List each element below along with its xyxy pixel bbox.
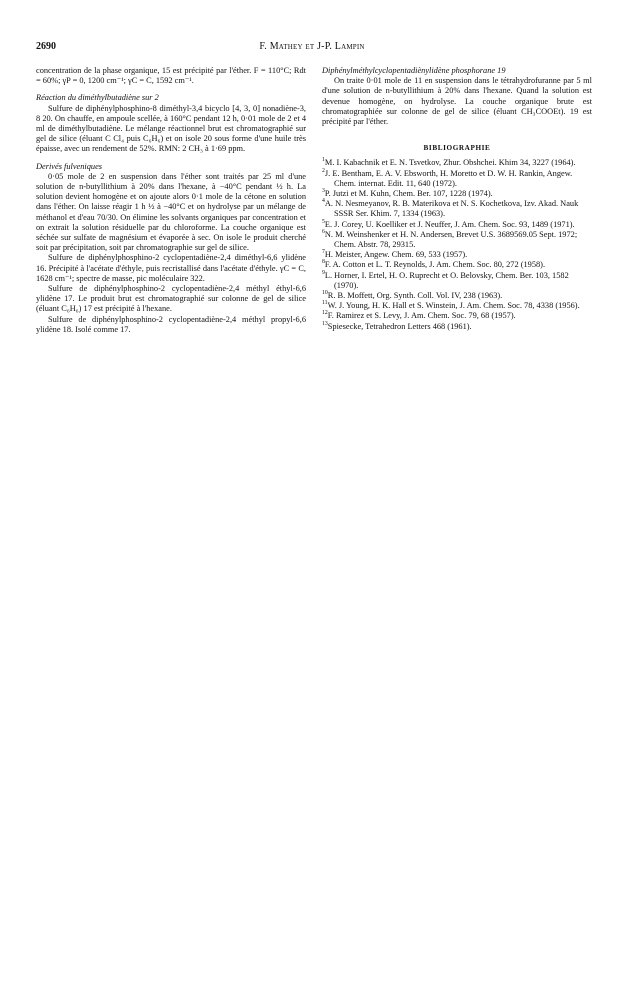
reference-item bbox=[322, 260, 592, 270]
reference-number: 7 bbox=[322, 249, 325, 256]
reference-item bbox=[322, 199, 592, 219]
reference-item bbox=[322, 271, 592, 291]
section-heading-dimethylbutadiene: Réaction du diméthylbutadiène sur 2 bbox=[36, 93, 159, 103]
reference-text: N. M. Weinshenker et H. N. Andersen, Brevet U.S. 3689569.05 Sept. 1972; Chem. Abstr. 78, 29315. bbox=[324, 229, 578, 250]
reference-item bbox=[322, 158, 592, 168]
reference-text: J. E. Bentham, E. A. V. Ebsworth, H. Moretto et D. W. H. Rankin, Angew. Chem. internat. Edit. 11, 640 (1972). bbox=[324, 168, 573, 188]
reference-text: L. Horner, I. Ertel, H. O. Ruprecht et O. Belovsky, Chem. Ber. 103, 1582 (1970). bbox=[324, 270, 569, 290]
reference-number: 9 bbox=[322, 269, 325, 276]
reference-text: F. Ramirez et S. Levy, J. Am. Chem. Soc. 79, 68 (1957). bbox=[327, 311, 516, 321]
reference-item bbox=[322, 311, 592, 321]
reference-number: 11 bbox=[322, 300, 328, 307]
reference-item bbox=[322, 291, 592, 301]
reference-number: 12 bbox=[322, 310, 328, 317]
running-title: F. Mathey et J-P. Lampin bbox=[259, 41, 365, 52]
reference-number: 1 bbox=[322, 157, 325, 164]
reference-text: R. B. Moffett, Org. Synth. Coll. Vol. IV, 238 (1963). bbox=[327, 291, 503, 301]
reference-item bbox=[322, 301, 592, 311]
paragraph: On traite 0·01 mole de 11 en suspension dans le tétrahydrofuranne par 5 ml d'une solution de n-butyllithium à 20% dans l'hexane. Quand la solution est devenue homogène, on hydrolyse. La couche organique brute est chromatographiée sur colonne de gel de silice (éluant CH₃COOEt). 19 est précipité par l'éther. bbox=[322, 76, 592, 127]
reference-text: M. I. Kabachnik et E. N. Tsvetkov, Zhur. Obshchei. Khim 34, 3227 (1964). bbox=[324, 158, 576, 168]
reference-item bbox=[322, 250, 592, 260]
reference-text: H. Meister, Angew. Chem. 69, 533 (1957). bbox=[324, 250, 468, 260]
reference-text: W. J. Young, H. K. Hall et S. Winstein, J. Am. Chem. Soc. 78, 4338 (1956). bbox=[327, 301, 580, 311]
paragraph: concentration de la phase organique, 15 est précipité par l'éther. F = 110°C; Rdt = 60%; γP = 0, 1200 cm⁻¹; γC = C, 1592 cm⁻¹. bbox=[36, 66, 306, 86]
left-column bbox=[36, 66, 306, 335]
reference-number: 5 bbox=[322, 218, 325, 225]
reference-text: A. N. Nesmeyanov, R. B. Materikova et N. S. Kochetkova, Izv. Akad. Nauk SSSR Ser. Khim. 7, 1334 (1963). bbox=[324, 199, 579, 219]
paragraph: Sulfure de diphénylphosphino-2 cyclopentadiène-2,4 méthyl propyl-6,6 ylidène 18. Isolé comme 17. bbox=[36, 314, 306, 334]
paragraph: Sulfure de diphénylphosphino-2 cyclopentadiène-2,4 diméthyl-6,6 ylidène 16. Précipité à l'acétate d'éthyle, puis recristallisé dans l'acétate d'éthyle. γC = C, 1628 cm⁻¹; spectre de masse, pic moléculaire 322. bbox=[36, 253, 306, 283]
reference-list bbox=[322, 158, 592, 331]
section-heading-phosphorane: Diphénylméthylcyclopentadiènylidène phosphorane 19 bbox=[322, 66, 506, 75]
page-header bbox=[36, 40, 588, 54]
reference-text: P. Jutzi et M. Kuhn, Chem. Ber. 107, 1228 (1974). bbox=[324, 189, 493, 199]
bibliography-heading: BIBLIOGRAPHIE bbox=[423, 144, 491, 153]
reference-number: 8 bbox=[322, 259, 325, 266]
reference-number: 4 bbox=[322, 198, 325, 205]
reference-item bbox=[322, 169, 592, 189]
paragraph: Sulfure de diphénylphosphino-2 cyclopentadiène-2,4 méthyl éthyl-6,6 ylidène 17. Le produit brut est chromatographié sur colonne de gel de silice (éluant C₆H₆) 17 est précipité à l'hexane. bbox=[36, 284, 306, 314]
page-number: 2690 bbox=[36, 41, 56, 52]
reference-text: E. J. Corey, U. Koelliker et J. Neuffer, J. Am. Chem. Soc. 93, 1489 (1971). bbox=[324, 219, 575, 229]
reference-number: 13 bbox=[322, 320, 328, 327]
reference-number: 3 bbox=[322, 188, 325, 195]
reference-number: 2 bbox=[322, 167, 325, 174]
reference-item bbox=[322, 230, 592, 250]
section-heading-fulvene-derivatives: Derivés fulveniques bbox=[36, 161, 103, 171]
reference-item bbox=[322, 220, 592, 230]
reference-text: Spiesecke, Tetrahedron Letters 468 (1961). bbox=[327, 321, 472, 331]
reference-item bbox=[322, 322, 592, 332]
reference-number: 6 bbox=[322, 229, 325, 236]
reference-item bbox=[322, 189, 592, 199]
paragraph: Sulfure de diphénylphosphino-8 diméthyl-3,4 bicyclo [4, 3, 0] nonadiène-3, 8 20. On chauffe, en ampoule scellée, à 160°C pendant 12 h, 0·01 mole de 2 et 4 ml de diméthylbutadiène. Le mélange réactionnel brut est chromatographié sur gel de silice (éluant C Cl₄ puis C₆H₆) et on isole 20 sous forme d'une huile très épaisse, avec un rendement de 52%. RMN: 2 CH₃ à 1·69 ppm. bbox=[36, 103, 306, 154]
paragraph: 0·05 mole de 2 en suspension dans l'éther sont traités par 25 ml d'une solution de n-butyllithium à 20% dans l'hexane, à −40°C pendant ½ h. La solution devient homogène et on ajoute alors 0·1 mole de la cétone en solution dans l'éther. On laisse réagir 1 h ½ à −40°C et on hydrolyse par un mélange de méthanol et d'eau 70/30. On élimine les solvants organiques par concentration et on extrait la solution résiduelle par du chloroforme. La couche organique est séchée sur sulfate de magnésium et évaporée à sec. On isole le produit cherché soit par précipitation, soit par chromatographie sur gel de silice. bbox=[36, 171, 306, 253]
reference-text: F. A. Cotton et L. T. Reynolds, J. Am. Chem. Soc. 80, 272 (1958). bbox=[324, 260, 546, 270]
reference-number: 10 bbox=[322, 290, 328, 297]
right-column bbox=[322, 66, 592, 332]
